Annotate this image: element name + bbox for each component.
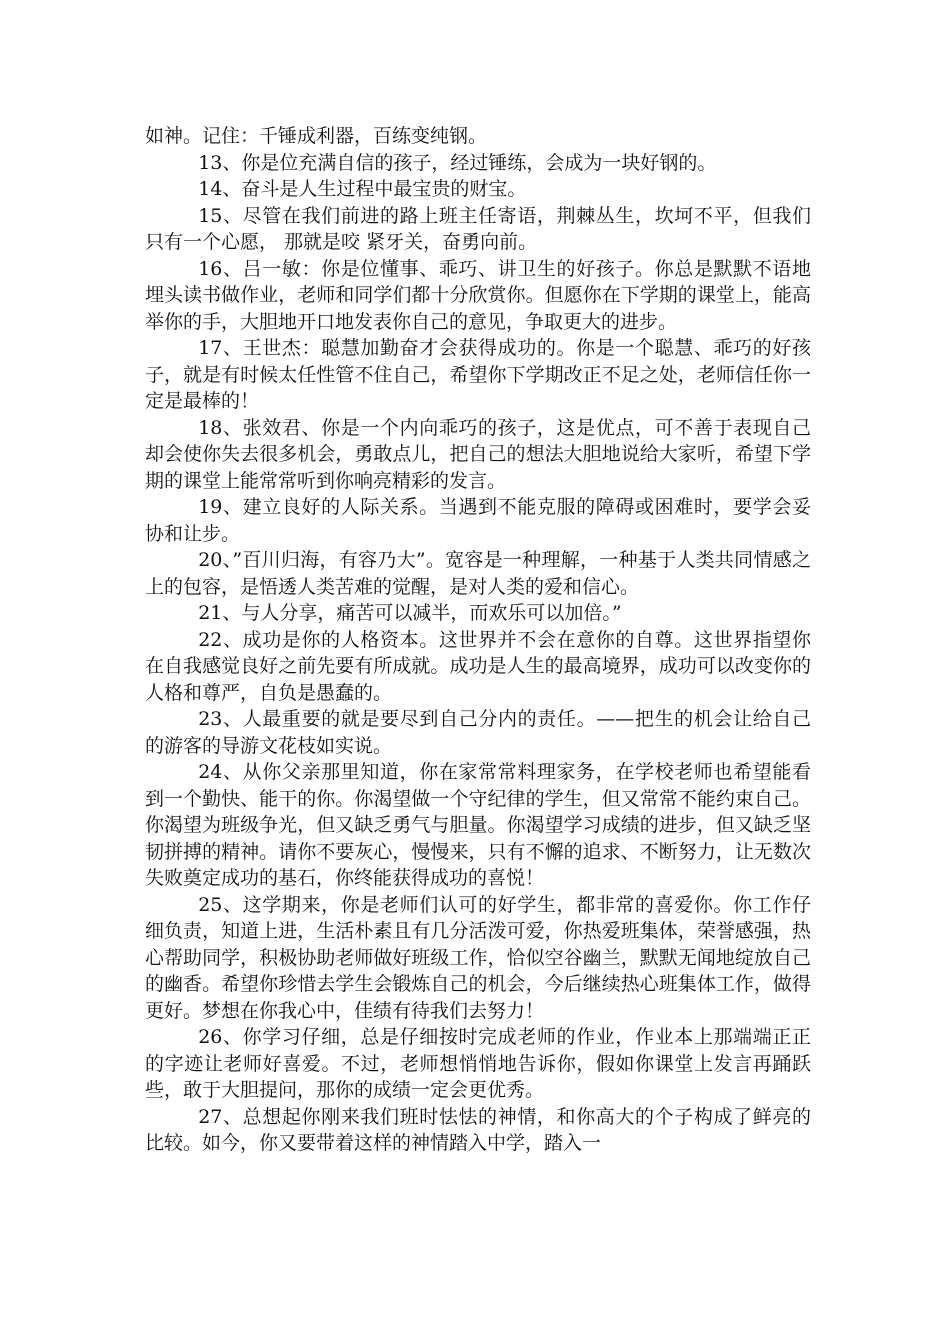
- paragraph-15: 15、尽管在我们前进的路上班主任寄语，荆棘丛生，坎坷不平，但我们只有一个心愿， 那就是咬 紧牙关，奋勇向前。: [145, 204, 811, 253]
- paragraph-13: 13、你是位充满自信的孩子，经过锤练，会成为一块好钢的。: [198, 151, 717, 174]
- paragraph-14: 14、奋斗是人生过程中最宝贵的财宝。: [198, 178, 527, 200]
- paragraph-24: 24、从你父亲那里知道，你在家常常料理家务，在学校老师也希望能看到一个勤快、能干的你。你渴望做一个守纪律的学生，但又常常不能约束自己。你渴望为班级争光，但又缺乏勇气与胆量。你渴望学习成绩的进步，但又缺乏坚韧拼搏的精神。请你不要灰心，慢慢来，只有不懈的追求、不断努力，让无数次失败奠定成功的基石，你终能获得成功的喜悦！: [145, 761, 811, 889]
- paragraph-23: 23、人最重要的就是要尽到自己分内的责任。——把生的机会让给自己的游客的导游文花枝如实说。: [145, 708, 811, 757]
- paragraph-18: 18、张效君、你是一个内向乖巧的孩子，这是优点，可不善于表现自己却会使你失去很多机会，勇敢点儿，把自己的想法大胆地说给大家听，希望下学期的课堂上能常常听到你响亮精彩的发言。: [145, 416, 811, 492]
- paragraph-21: 21、与人分享，痛苦可以减半，而欢乐可以加倍。”: [198, 602, 622, 624]
- paragraph-17: 17、王世杰：聪慧加勤奋才会获得成功的。你是一个聪慧、乖巧的好孩子，就是有时候太任性管不住自己，希望你下学期改正不足之处，老师信任你一定是最棒的！: [145, 337, 811, 412]
- paragraph-22: 22、成功是你的人格资本。这世界并不会在意你的自尊。这世界指望你在自我感觉良好之前先要有所成就。成功是人生的最高境界，成功可以改变你的人格和尊严，自负是愚蠢的。: [145, 628, 811, 704]
- paragraph-continuation: 如神。记住：千锤成利器，百练变纯钢。: [145, 125, 488, 147]
- paragraph-27: 27、总想起你刚来我们班时怯怯的神情，和你高大的个子构成了鲜亮的比较。如今，你又要带着这样的神情踏入中学，踏入一: [145, 1105, 811, 1154]
- paragraph-25: 25、这学期来，你是老师们认可的好学生，都非常的喜爱你。你工作仔细负责，知道上进，生活朴素且有几分活泼可爱，你热爱班集体，荣誉感强，热心帮助同学，积极协助老师做好班级工作，恰似空谷幽兰，默默无闻地绽放自己的幽香。希望你珍惜去学生会锻炼自己的机会，今后继续热心班集体工作，做得更好。梦想在你我心中，佳绩有待我们去努力！: [145, 893, 811, 1022]
- document-body: [145, 123, 811, 1157]
- paragraph-26: 26、你学习仔细，总是仔细按时完成老师的作业，作业本上那端端正正的字迹让老师好喜爱。不过，老师想悄悄地告诉你，假如你课堂上发言再踊跃些，敢于大胆提问，那你的成绩一定会更优秀。: [145, 1026, 811, 1101]
- paragraph-16: 16、吕一敏：你是位懂事、乖巧、讲卫生的好孩子。你总是默默不语地埋头读书做作业，老师和同学们都十分欣赏你。但愿你在下学期的课堂上，能高举你的手，大胆地开口地发表你自己的意见，争取更大的进步。: [145, 257, 811, 333]
- paragraph-19: 19、建立良好的人际关系。当遇到不能克服的障碍或困难时，要学会妥协和让步。: [145, 496, 811, 545]
- paragraph-20: 20、”百川归海，有容乃大”。宽容是一种理解，一种基于人类共同情感之上的包容，是悟透人类苦难的觉醒，是对人类的爱和信心。: [145, 549, 811, 598]
